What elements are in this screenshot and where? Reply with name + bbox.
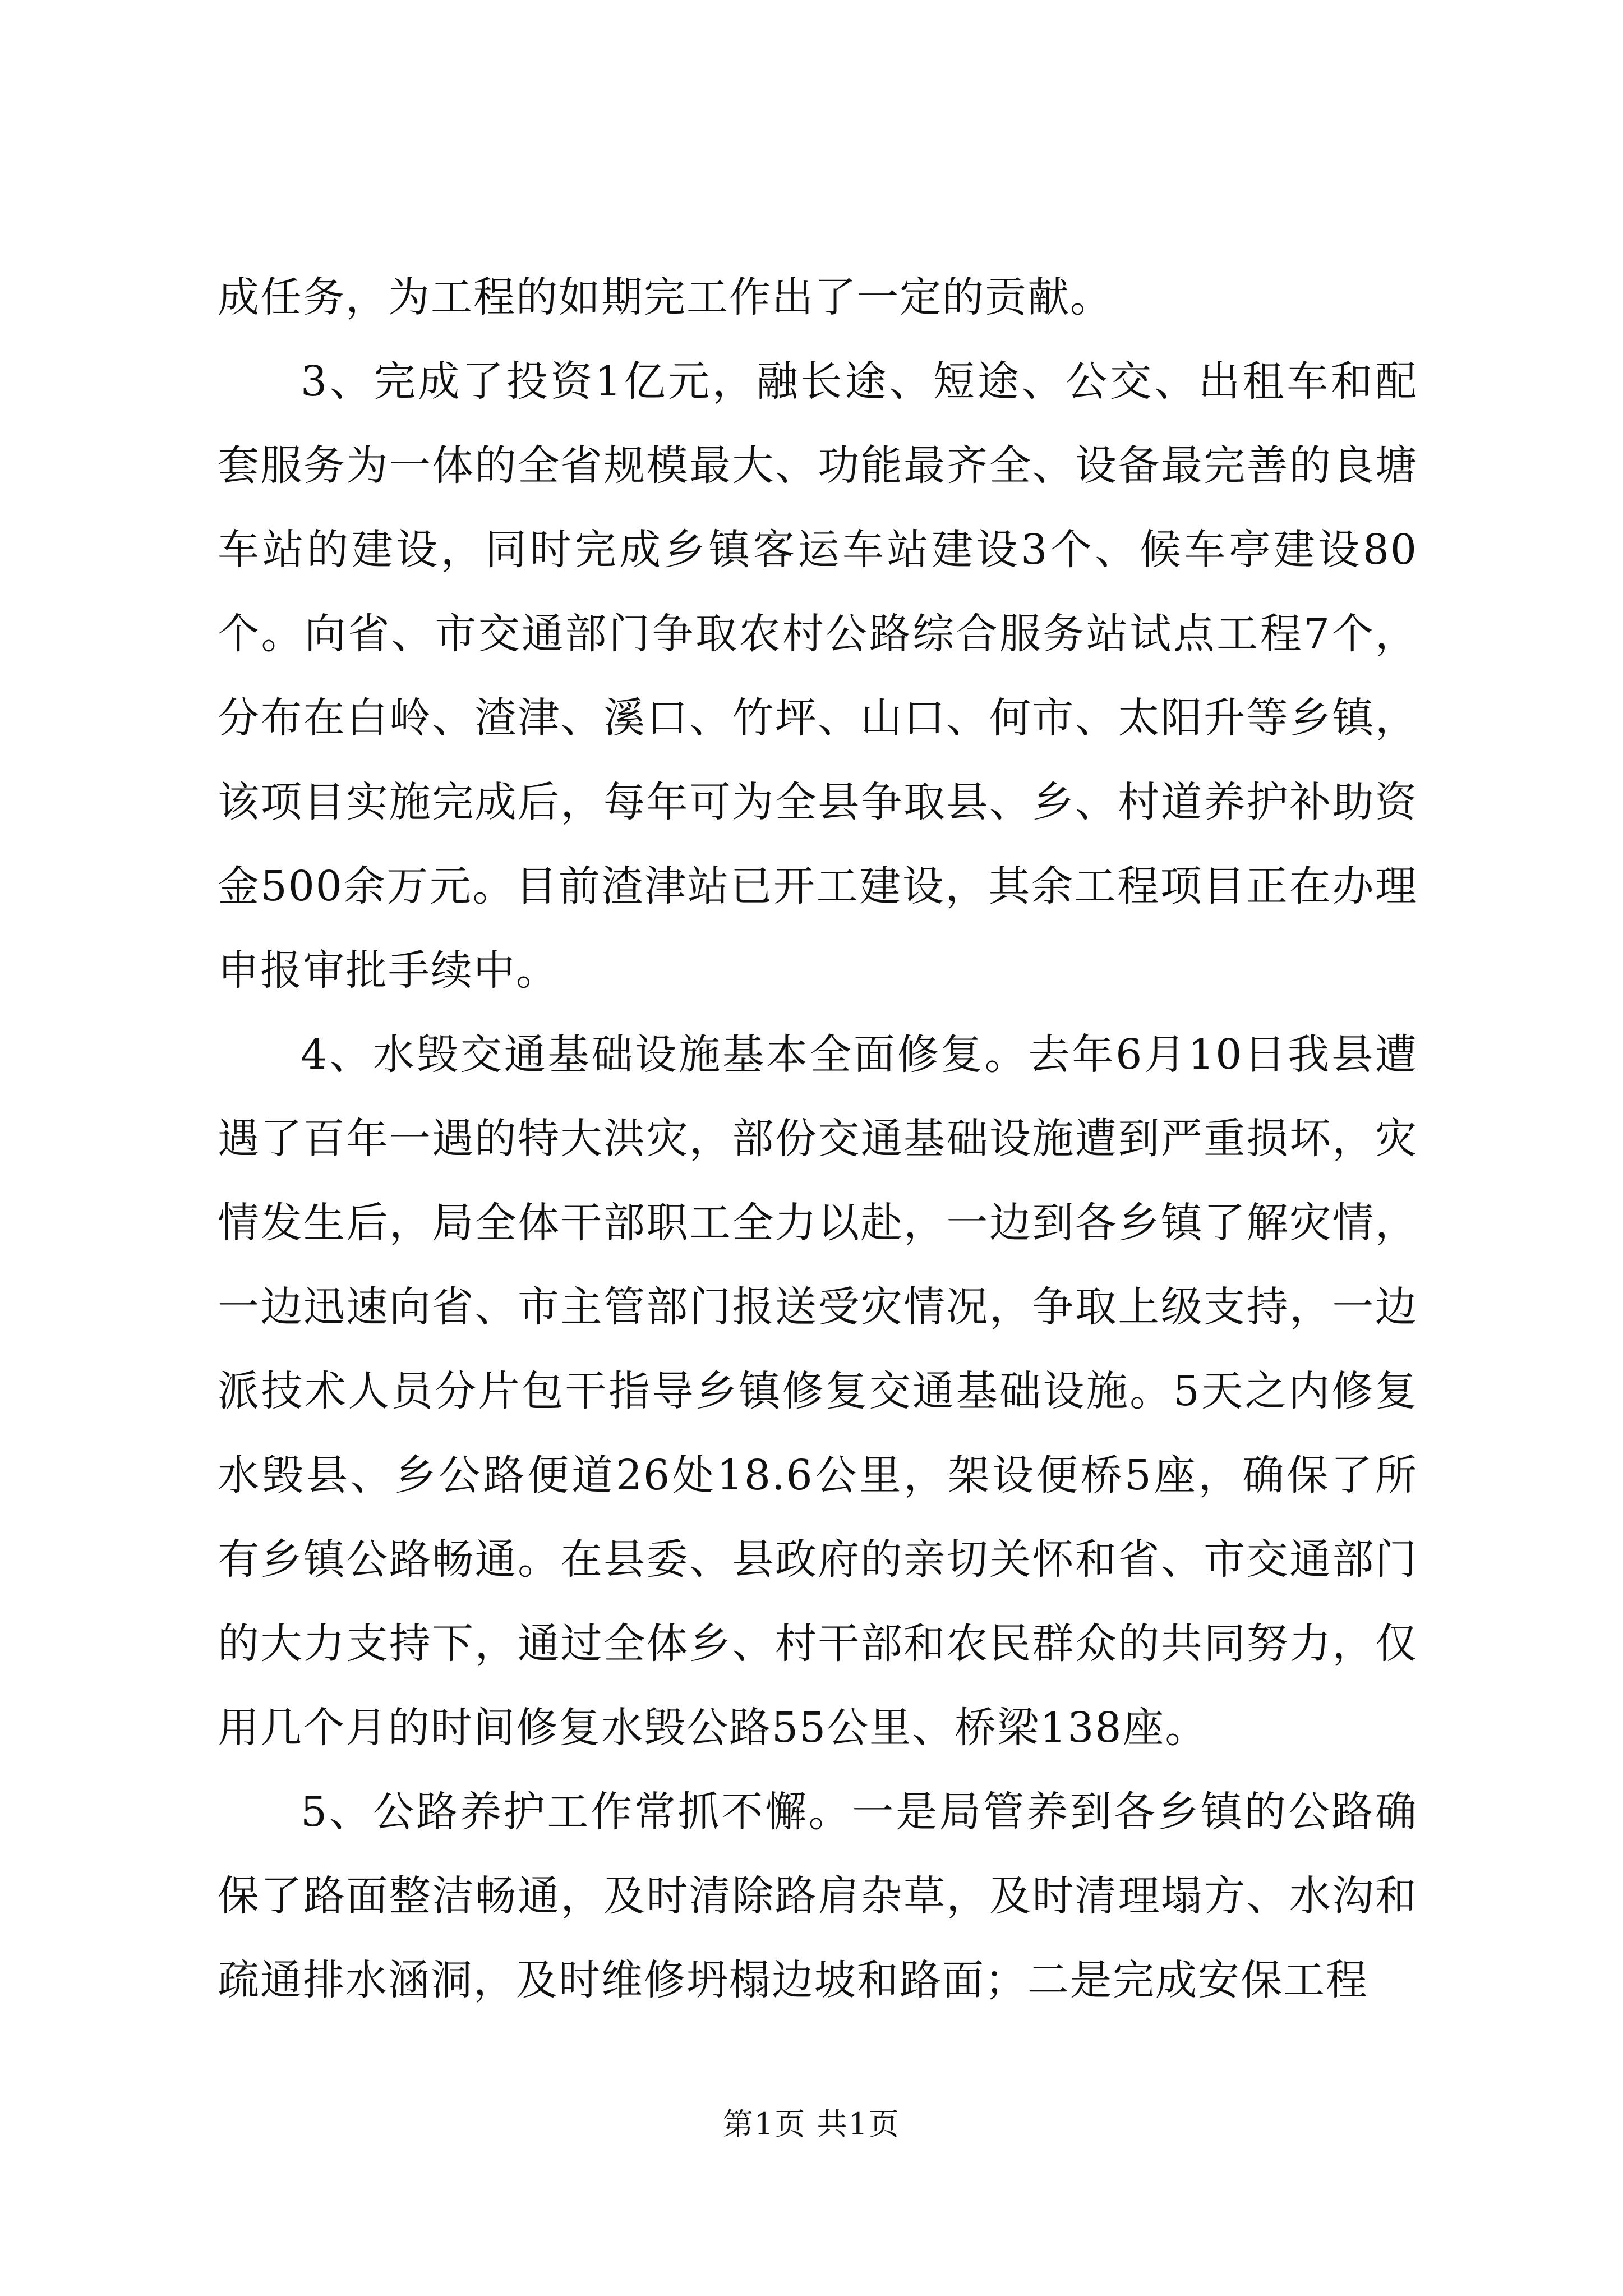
paragraph-item-4: 4、水毁交通基础设施基本全面修复。去年6月10日我县遭遇了百年一遇的特大洪灾，部份交通基础设施遭到严重损坏，灾情发生后，局全体干部职工全力以赴，一边到各乡镇了解灾情，一边迅速向省、市主管部门报送受灾情况，争取上级支持，一边派技术人员分片包干指导乡镇修复交通基础设施。5天之内修复水毁县、乡公路便道26处18.6公里，架设便桥5座，确保了所有乡镇公路畅通。在县委、县政府的亲切关怀和省、市交通部门的大力支持下，通过全体乡、村干部和农民群众的共同努力，仅用几个月的时间修复水毁公路55公里、桥梁138座。	[218, 1030, 1418, 1752]
paragraph-item-5: 5、公路养护工作常抓不懈。一是局管养到各乡镇的公路确保了路面整洁畅通，及时清除路肩杂草，及时清理塌方、水沟和疏通排水涵洞，及时维修坍榻边坡和路面；二是完成安保工程	[218, 1788, 1418, 2004]
paragraph-continuation: 成任务，为工程的如期完工作出了一定的贡献。	[218, 273, 1113, 321]
paragraph-item-3: 3、完成了投资1亿元，融长途、短途、公交、出租车和配套服务为一体的全省规模最大、功能最齐全、设备最完善的良塘车站的建设，同时完成乡镇客运车站建设3个、候车亭建设80个。向省、市交通部门争取农村公路综合服务站试点工程7个，分布在白岭、渣津、溪口、竹坪、山口、何市、太阳升等乡镇，该项目实施完成后，每年可为全县争取县、乡、村道养护补助资金500余万元。目前渣津站已开工建设，其余工程项目正在办理申报审批手续中。	[218, 357, 1418, 995]
document-body	[218, 255, 1418, 2022]
page-footer: 第1页 共1页	[723, 2106, 900, 2142]
